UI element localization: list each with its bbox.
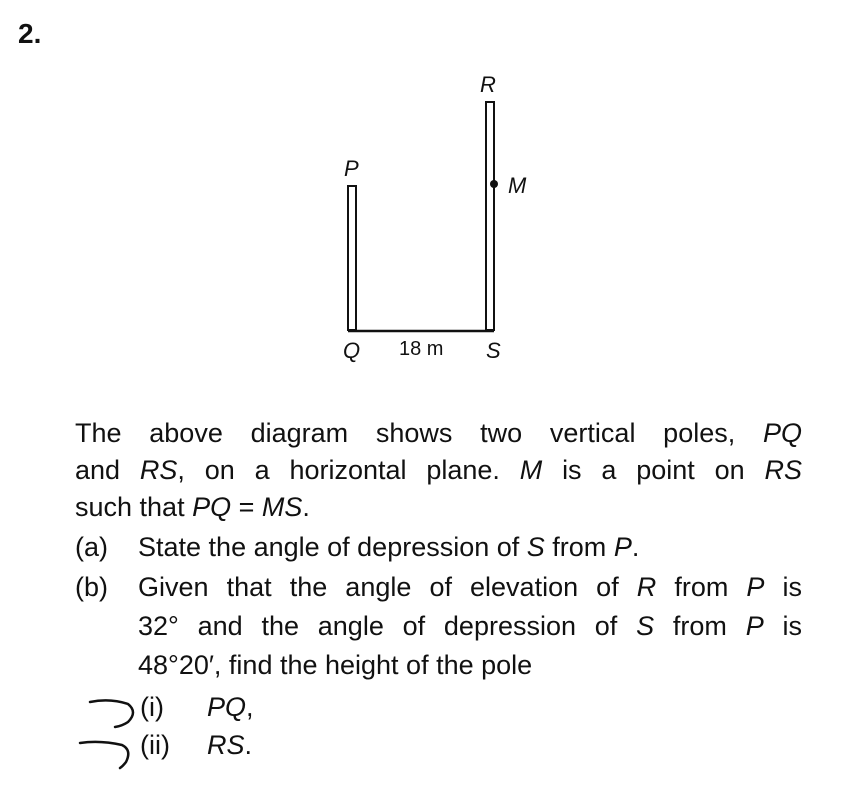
point-m <box>490 180 498 188</box>
label-s: S <box>486 338 501 363</box>
sub-i-text: PQ, <box>207 692 254 722</box>
part-b-line-2: 32° and the angle of depression of S from P is <box>138 611 803 641</box>
handwritten-arrows <box>60 690 150 780</box>
part-b-label: (b) <box>75 572 108 602</box>
arrow-mark-ii <box>80 742 128 768</box>
part-a-text: State the angle of depression of S from P. <box>138 532 640 562</box>
intro-line-1: The above diagram shows two vertical poles, PQ <box>75 418 802 448</box>
part-a-label: (a) <box>75 532 108 562</box>
label-q: Q <box>343 338 361 363</box>
intro-line-3: such that PQ = MS. <box>75 492 310 522</box>
pole-rs <box>486 102 494 330</box>
part-b-line-1: Given that the angle of elevation of R from P is <box>138 572 802 602</box>
intro-line-2: and RS, on a horizontal plane. M is a point on RS <box>75 455 802 485</box>
arrow-mark-i <box>90 700 133 727</box>
sub-ii-label: (ii) <box>140 730 170 760</box>
label-p: P <box>344 156 359 181</box>
label-m: M <box>508 173 527 198</box>
pole-pq <box>348 186 356 330</box>
label-r: R <box>480 72 496 97</box>
sub-i-label: (i) <box>140 692 164 722</box>
distance-label: 18 m <box>399 338 444 360</box>
question-number: 2. <box>18 18 42 49</box>
sub-ii-text: RS. <box>207 730 253 760</box>
part-b-line-3: 48°20′, find the height of the pole <box>138 650 533 680</box>
